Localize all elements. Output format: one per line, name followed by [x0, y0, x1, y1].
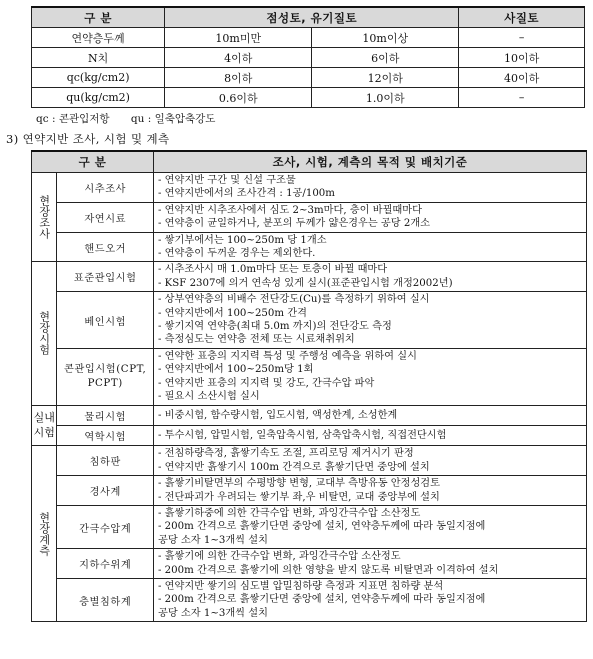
desc-line: - 쌓기부에서는 100~250m 당 1개소	[158, 234, 327, 246]
legend	[36, 111, 233, 126]
desc-line: - 투수시험, 압밀시험, 일축압축시험, 삼축압축시험, 직접전단시험	[158, 429, 447, 441]
desc-line: - 200m 간격으로 흙쌓기단면 중앙에 설치, 연약층두께에 따라 동일지점에	[158, 594, 486, 606]
item-physical-test: 물리시험	[57, 405, 154, 425]
item-vane-test: 베인시험	[57, 292, 154, 349]
desc-line: 공당 소자 1~3개씩 설치	[158, 534, 268, 546]
item-mechanical-test: 역학시험	[57, 425, 154, 445]
survey-row	[32, 446, 587, 476]
desc-line: - 200m 간격으로 흙쌓기에 의한 영향을 받지 않도록 비탈면과 이격하여 설치	[158, 564, 499, 576]
cell-clay-thick: 12이하	[312, 68, 459, 88]
desc-line: - 쌓기지역 연약층(최대 5.0m 까지)의 전단강도 측정	[158, 321, 392, 333]
criteria-table	[31, 6, 585, 108]
group-field-test	[32, 262, 57, 405]
desc-line: - 전침하량측정, 흙쌓기속도 조절, 프리로딩 제거시기 판정	[158, 448, 414, 460]
item-desc	[154, 348, 587, 405]
desc-line: - 연약한 표층의 지지력 특성 및 주행성 예측을 위하여 실시	[158, 350, 417, 362]
cell-clay-thick: 10m이상	[312, 28, 459, 48]
criteria-row	[32, 88, 585, 108]
item-cone-test: 콘관입시험(CPT, PCPT)	[57, 348, 154, 405]
header-clay: 점성토, 유기질토	[165, 7, 459, 28]
desc-line: - 흙쌓기비탈면부의 수평방향 변형, 교대부 측방유동 안정성검토	[158, 478, 440, 490]
item-desc	[154, 425, 587, 445]
section-title: 3) 연약지반 조사, 시험 및 계측	[6, 132, 170, 146]
criteria-row	[32, 28, 585, 48]
cell-sand: 40이하	[459, 68, 585, 88]
desc-line: - 연약지반에서의 조사간격 : 1공/100m	[158, 188, 335, 200]
criteria-header-row	[32, 7, 585, 28]
survey-row	[32, 425, 587, 445]
desc-line: - 연약지반 흙쌓기시 100m 간격으로 흙쌓기단면 중앙에 설치	[158, 461, 430, 473]
cell-sand: –	[459, 28, 585, 48]
survey-table	[31, 150, 587, 622]
desc-line: - 연약층이 두꺼운 경우는 제외한다.	[158, 248, 316, 260]
desc-line: - 연약지반에서 100~250m 간격	[158, 307, 307, 319]
survey-row	[32, 505, 587, 548]
survey-row	[32, 549, 587, 579]
item-desc	[154, 202, 587, 232]
desc-line: - 연약지반 표층의 지지력 및 강도, 간극수압 파악	[158, 377, 375, 389]
desc-line: - 연약지반에서 100~250m당 1회	[158, 364, 314, 376]
desc-line: - 전단파괴가 우려되는 쌓기부 좌,우 비탈면, 교대 중앙부에 설치	[158, 491, 440, 503]
cell-clay-thin: 8이하	[165, 68, 312, 88]
item-inclinometer: 경사계	[57, 476, 154, 506]
header-purpose: 조사, 시험, 계측의 목적 및 배치기준	[154, 151, 587, 173]
cell-clay-thick: 6이하	[312, 48, 459, 68]
survey-row	[32, 292, 587, 349]
cell-sand: –	[459, 88, 585, 108]
item-desc	[154, 292, 587, 349]
survey-row	[32, 578, 587, 621]
survey-header-row	[32, 151, 587, 173]
item-desc	[154, 405, 587, 425]
group-label: 현장계측	[37, 511, 51, 556]
item-natural-sample: 자연시료	[57, 202, 154, 232]
row-label: N치	[32, 48, 165, 68]
item-boring: 시추조사	[57, 173, 154, 203]
item-hand-auger: 핸드오거	[57, 232, 154, 262]
desc-line: - 연약지반 쌓기의 심도별 압밀침하량 측정과 지표면 침하량 분석	[158, 580, 444, 592]
desc-line: - 연약지반 시추조사에서 심도 2~3m마다, 층이 바뀔때마다	[158, 204, 422, 216]
desc-line: - 200m 간격으로 흙쌓기단면 중앙에 설치, 연약층두께에 따라 동일지점에	[158, 521, 486, 533]
cell-clay-thin: 0.6이하	[165, 88, 312, 108]
cell-clay-thin: 4이하	[165, 48, 312, 68]
item-desc	[154, 446, 587, 476]
item-desc	[154, 173, 587, 203]
survey-row	[32, 202, 587, 232]
item-layer-settlement-meter: 층별침하계	[57, 578, 154, 621]
desc-line: - KSF 2307에 의거 연속성 있게 실시(표준관입시험 개정2002년)	[158, 277, 453, 289]
desc-line: - 상부연약층의 비배수 전단강도(Cu)를 측정하기 위하여 실시	[158, 294, 430, 306]
item-desc	[154, 262, 587, 292]
item-desc	[154, 505, 587, 548]
item-desc	[154, 232, 587, 262]
desc-line: - 연약지반 구간 및 신설 구조물	[158, 175, 296, 186]
item-spt: 표준관입시험	[57, 262, 154, 292]
row-label: qc(kg/cm2)	[32, 68, 165, 88]
desc-line: 공당 소자 1~3개씩 설치	[158, 607, 268, 619]
survey-row	[32, 476, 587, 506]
survey-row	[32, 348, 587, 405]
legend-qu: qu : 일축압축강도	[130, 113, 216, 125]
group-label: 현장조사	[37, 195, 51, 240]
item-piezometer: 간극수압계	[57, 505, 154, 548]
item-desc	[154, 549, 587, 579]
item-desc	[154, 578, 587, 621]
desc-line: - 비중시험, 함수량시험, 입도시험, 액성한계, 소성한계	[158, 409, 398, 421]
cell-clay-thin: 10m미만	[165, 28, 312, 48]
row-label: 연약층두께	[32, 28, 165, 48]
desc-line: - 흙쌓기하중에 의한 간극수압 변화, 과잉간극수압 소산정도	[158, 507, 421, 519]
desc-line: - 연약층이 균일하거나, 분포의 두께가 얇은경우는 공당 2개소	[158, 218, 431, 230]
cell-clay-thick: 1.0이하	[312, 88, 459, 108]
row-label: qu(kg/cm2)	[32, 88, 165, 108]
survey-row	[32, 232, 587, 262]
group-lab-test	[32, 405, 57, 446]
legend-qc: qc : 콘관입저항	[36, 113, 110, 125]
criteria-row	[32, 48, 585, 68]
header-sand: 사질토	[459, 7, 585, 28]
survey-row	[32, 262, 587, 292]
item-desc	[154, 476, 587, 506]
group-label: 현장시험	[37, 311, 51, 356]
item-water-level-meter: 지하수위계	[57, 549, 154, 579]
group-field-survey	[32, 173, 57, 262]
header-category: 구 분	[32, 7, 165, 28]
criteria-row	[32, 68, 585, 88]
item-settlement-plate: 침하판	[57, 446, 154, 476]
survey-row	[32, 173, 587, 203]
desc-line: - 시추조사시 매 1.0m마다 또는 토층이 바뀔 때마다	[158, 264, 388, 276]
cell-sand: 10이하	[459, 48, 585, 68]
survey-row	[32, 405, 587, 425]
desc-line: - 흙쌓기에 의한 간극수압 변화, 과잉간극수압 소산정도	[158, 551, 401, 563]
group-field-monitoring	[32, 446, 57, 622]
header-category: 구 분	[32, 151, 154, 173]
group-label: 실내시험	[33, 411, 55, 440]
desc-line: - 필요시 소산시험 실시	[158, 391, 260, 403]
desc-line: - 측정심도는 연약층 전체 또는 시료채취위치	[158, 334, 355, 346]
